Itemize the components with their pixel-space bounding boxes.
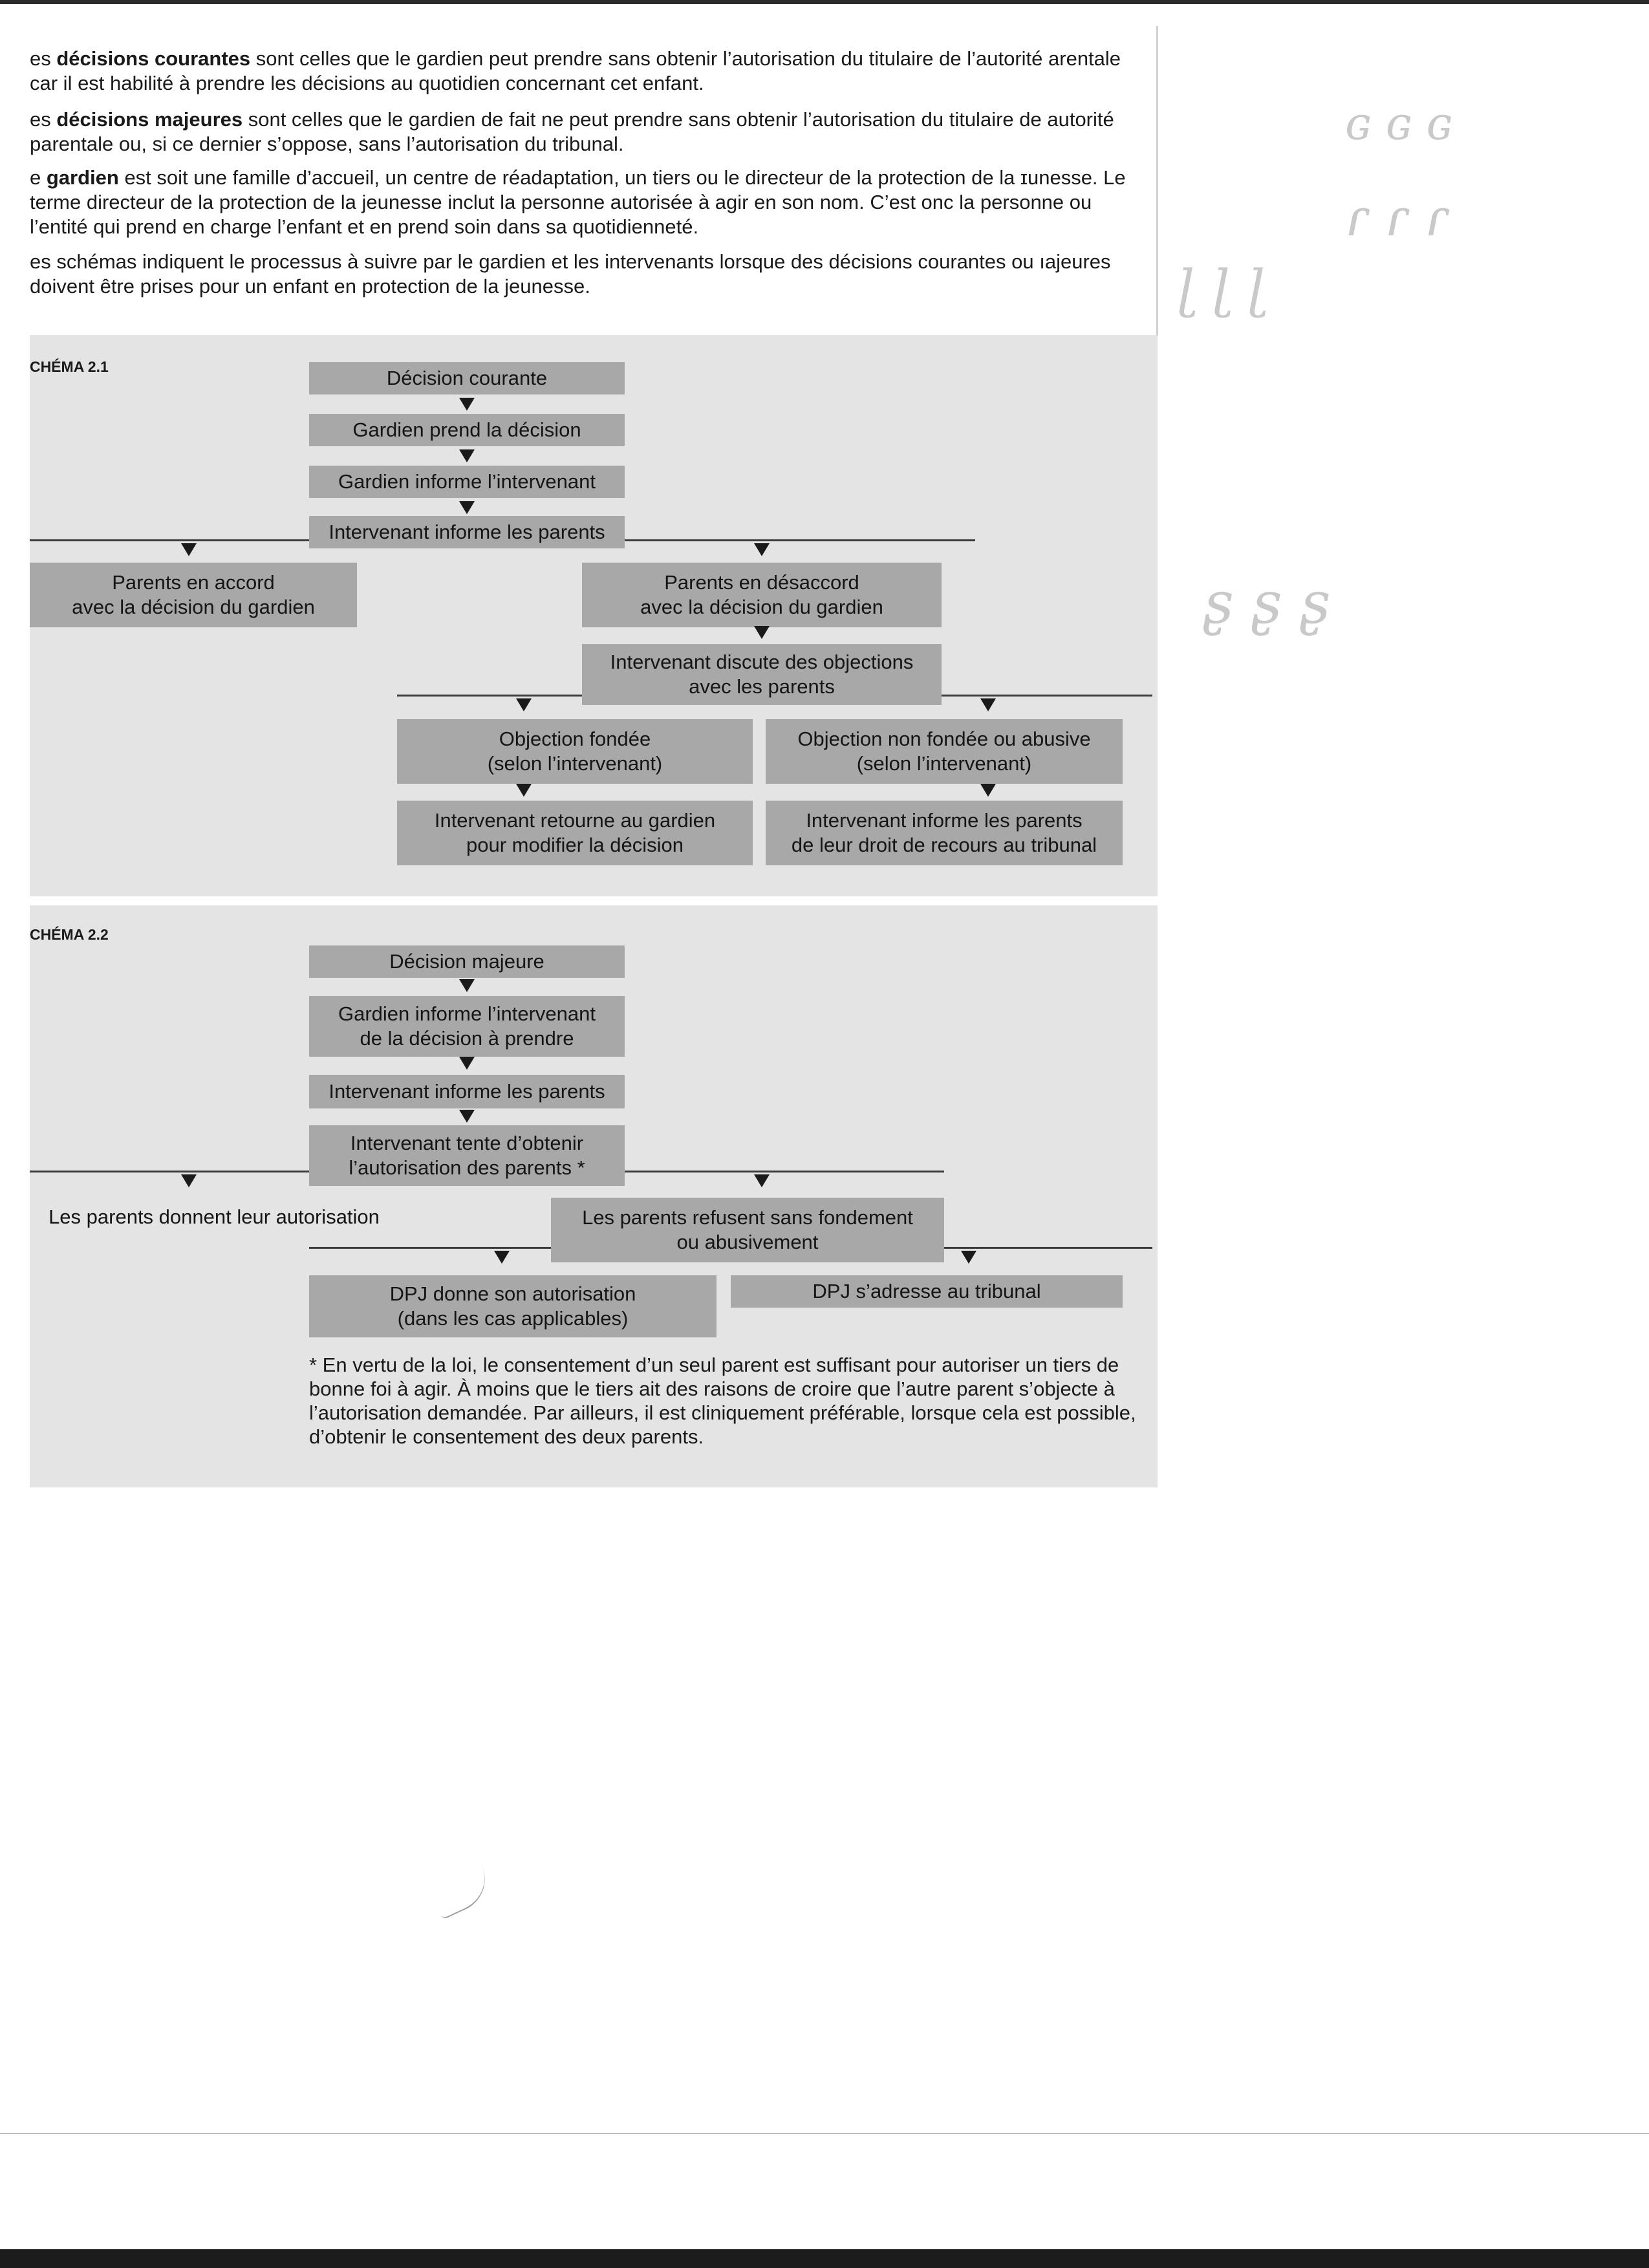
arrow-down-icon <box>459 501 475 514</box>
box-gardien-informe-decision: Gardien informe l’intervenant de la décision à prendre <box>309 996 625 1057</box>
arrow-down-icon <box>516 784 532 797</box>
branch-line-left-3 <box>30 1171 309 1172</box>
branch-line-left-2 <box>397 695 582 697</box>
arrow-down-icon <box>181 543 197 556</box>
pen-mark <box>429 1864 496 1919</box>
arrow-down-icon <box>459 1057 475 1070</box>
box-dpj-autorisation: DPJ donne son autorisation (dans les cas applicables) <box>309 1275 717 1337</box>
paragraph-decisions-majeures: es décisions majeures sont celles que le gardien de fait ne peut prendre sans obtenir l’autorisation du titulaire de autorité parentale ou, si ce dernier s’oppose, sans l’autorisation du tribunal. <box>30 108 1114 155</box>
box-intervenant-informe-2: Intervenant informe les parents <box>309 1075 625 1108</box>
arrow-down-icon <box>459 979 475 992</box>
arrow-down-icon <box>459 398 475 411</box>
arrow-down-icon <box>516 698 532 711</box>
scan-bottom-edge <box>0 2249 1649 2268</box>
handwriting-faint-3: ɭ ɭ ɭ <box>1177 259 1266 319</box>
box-dpj-tribunal: DPJ s’adresse au tribunal <box>731 1275 1123 1308</box>
handwriting-faint-1: ɢ ɢ ɢ <box>1345 97 1453 150</box>
arrow-down-icon <box>754 626 770 639</box>
box-intervenant-informe: Intervenant informe les parents <box>309 516 625 548</box>
box-tente-obtenir: Intervenant tente d’obtenir l’autorisation des parents * <box>309 1125 625 1186</box>
arrow-down-icon <box>754 543 770 556</box>
box-objection-non-fondee: Objection non fondée ou abusive (selon l’intervenant) <box>766 719 1123 784</box>
box-objection-fondee: Objection fondée (selon l’intervenant) <box>397 719 753 784</box>
arrow-down-icon <box>961 1251 976 1264</box>
box-decision-majeure: Décision majeure <box>309 945 625 978</box>
page-edge-rule <box>1156 26 1158 336</box>
branch-line-right-2 <box>942 695 1152 697</box>
branch-line-left-4 <box>309 1247 551 1249</box>
schema-2-1-panel <box>30 335 1158 896</box>
arrow-down-icon <box>980 698 996 711</box>
handwriting-faint-4: ʂ ʂ ʂ <box>1203 569 1330 637</box>
branch-line-right-4 <box>944 1247 1152 1249</box>
arrow-down-icon <box>980 784 996 797</box>
arrow-down-icon <box>181 1174 197 1187</box>
box-retourne-gardien: Intervenant retourne au gardien pour modifier la décision <box>397 801 753 865</box>
box-parents-refusent: Les parents refusent sans fondement ou abusivement <box>551 1198 944 1262</box>
box-gardien-informe: Gardien informe l’intervenant <box>309 466 625 498</box>
schema-2-1-label: CHÉMA 2.1 <box>30 358 109 375</box>
box-parents-accord: Parents en accord avec la décision du gardien <box>30 563 357 627</box>
branch-line-left <box>30 539 309 541</box>
arrow-down-icon <box>459 1110 475 1123</box>
branch-line-right <box>625 539 975 541</box>
handwriting-faint-2: ɾ ɾ ɾ <box>1345 188 1449 248</box>
box-gardien-prend: Gardien prend la décision <box>309 414 625 446</box>
box-parents-desaccord: Parents en désaccord avec la décision du gardien <box>582 563 942 627</box>
arrow-down-icon <box>754 1174 770 1187</box>
box-intervenant-discute: Intervenant discute des objections avec les parents <box>582 644 942 705</box>
paragraph-schemas: es schémas indiquent le processus à suivre par le gardien et les intervenants lorsque des décisions courantes ou ıajeures doivent être prises pour un enfant en protection de la jeunesse. <box>30 250 1111 297</box>
arrow-down-icon <box>494 1251 510 1264</box>
paragraph-gardien: e gardien est soit une famille d’accueil, un centre de réadaptation, un tiers ou le directeur de la protection de la ɪunesse. Le terme directeur de la protection de la jeunesse inclut la personne autorisée à agir en son nom. C’est onc la personne ou l’entité qui prend en charge l’enfant et en prend soin dans sa quotidienneté. <box>30 166 1126 238</box>
schema-2-2-label: CHÉMA 2.2 <box>30 926 109 943</box>
arrow-down-icon <box>459 449 475 462</box>
paragraph-decisions-courantes: es décisions courantes sont celles que le gardien peut prendre sans obtenir l’autorisation du titulaire de l’autorité arentale car il est habilité à prendre les décisions au quotidien concernant cet enfant. <box>30 47 1121 94</box>
scan-top-edge <box>0 0 1649 4</box>
text-parents-donnent: Les parents donnent leur autorisation <box>48 1205 380 1228</box>
branch-line-right-3 <box>625 1171 944 1172</box>
footnote: * En vertu de la loi, le consentement d’un seul parent est suffisant pour autoriser un tiers de bonne foi à agir. À moins que le tiers ait des raisons de croire que l’autre parent s’objecte à l’autorisation demandée. Par ailleurs, il est cliniquement préférable, lorsque cela est possible, d’obtenir le consentement des deux parents. <box>309 1354 1136 1448</box>
box-decision-courante: Décision courante <box>309 362 625 394</box>
scan-footer-line <box>0 2133 1649 2134</box>
box-droit-recours: Intervenant informe les parents de leur droit de recours au tribunal <box>766 801 1123 865</box>
